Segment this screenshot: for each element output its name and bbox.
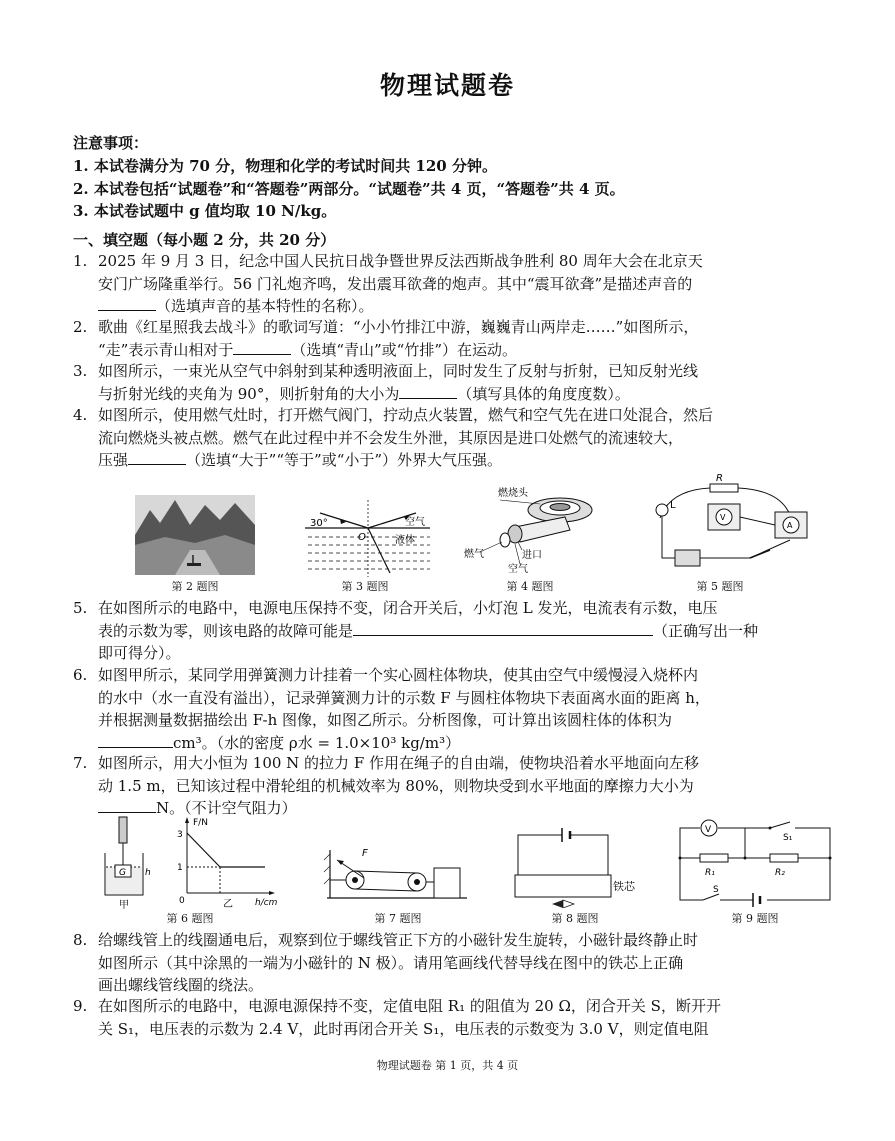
question-8 [73, 929, 873, 997]
figure-caption: 第 2 题图 [171, 580, 219, 593]
angle-label: 30° [310, 518, 328, 529]
question-2 [73, 316, 873, 361]
core-label: 铁芯 [613, 880, 635, 893]
question-text: 并根据测量数据描绘出 F-h 图像，如图乙所示。分析图像，可计算出该圆柱体的体积为 [98, 711, 673, 729]
component-label: A [787, 521, 793, 530]
question-text: （选填“青山”或“竹排”）在运动。 [291, 340, 518, 359]
point-label: O [358, 532, 366, 543]
question-text: 压强 [98, 451, 129, 469]
distance-label: h [145, 868, 151, 878]
component-label: R [716, 473, 723, 484]
question-text: 在如图所示的电路中，电源电压保持不变，闭合开关后，小灯泡 L 发光，电流表有示数，电压 [98, 599, 718, 617]
answer-blank[interactable] [233, 340, 291, 355]
figure-9-circuit [675, 818, 835, 914]
axis-label: F/N [193, 818, 208, 828]
question-text: 画出螺线管线圈的绕法。 [98, 976, 264, 994]
switch-label: S₁ [783, 833, 793, 843]
question-text: N。（不计空气阻力） [156, 799, 297, 817]
question-text: （填写具体的角度度数）。 [457, 384, 630, 403]
object-label: G [119, 868, 126, 878]
question-3 [73, 360, 873, 405]
question-number: 1. [73, 252, 88, 270]
part-label: 燃气 [464, 549, 484, 560]
question-text: 如图甲所示，某同学用弹簧测力计挂着一个实心圆柱体物块，使其由空气中缓慢浸入烧杯内 [98, 666, 699, 684]
subfigure-label: 甲 [119, 900, 129, 910]
figure-2-landscape [135, 495, 255, 579]
figure-8-solenoid [510, 820, 650, 912]
switch-label: S [713, 885, 719, 895]
resistor-label: R₂ [775, 868, 785, 878]
answer-blank[interactable] [399, 384, 457, 399]
question-number: 2. [73, 318, 88, 336]
question-text: “走”表示青山相对于 [98, 340, 234, 359]
question-5 [73, 597, 873, 665]
question-number: 3. [73, 362, 88, 380]
question-number: 7. [73, 754, 88, 772]
force-label: F [362, 848, 368, 859]
question-text: 流向燃烧头被点燃。燃气在此过程中并不会发生外泄，其原因是进口处燃气的流速较大， [98, 428, 684, 447]
tick-label: 0 [179, 896, 185, 906]
part-label: 空气 [508, 564, 528, 575]
question-number: 4. [73, 406, 88, 424]
question-text: 关 S₁，电压表的示数为 2.4 V，此时再闭合开关 S₁，电压表的示数变为 3.0 V，则定值电阻 [98, 1019, 709, 1038]
figure-caption: 第 6 题图 [166, 912, 214, 925]
note-item: 2. 本试卷包括“试题卷”和“答题卷”两部分。“试题卷”共 4 页，“答题卷”共 4 页。 [73, 180, 625, 198]
question-text: 动 1.5 m，已知该过程中滑轮组的机械效率为 80%，则物块受到水平地面的摩擦力大小为 [98, 776, 694, 795]
figure-caption: 第 9 题图 [731, 912, 779, 925]
answer-blank[interactable] [353, 621, 653, 636]
question-number: 5. [73, 599, 88, 617]
figure-5-circuit [640, 470, 820, 582]
notes-heading: 注意事项： [73, 134, 149, 152]
question-7 [73, 752, 873, 820]
meter-label: V [705, 825, 712, 835]
question-number: 9. [73, 997, 88, 1015]
question-text: 如图所示，使用燃气灶时，打开燃气阀门，拧动点火装置，燃气和空气先在进口处混合，然后 [98, 406, 714, 424]
component-label: L [670, 500, 676, 511]
question-text: （选填“大于”“等于”或“小于”）外界大气压强。 [186, 451, 503, 469]
page-footer: 物理试题卷 第 1 页，共 4 页 [376, 1059, 519, 1072]
component-label: V [720, 513, 726, 522]
question-number: 8. [73, 931, 88, 949]
answer-blank[interactable] [98, 296, 156, 311]
question-number: 6. [73, 666, 88, 684]
question-4 [73, 404, 873, 472]
question-text: cm³。（水的密度 ρ水 = 1.0×10³ kg/m³） [173, 733, 461, 752]
figure-4-gas-stove [460, 482, 610, 581]
resistor-label: R₁ [705, 868, 715, 878]
answer-blank[interactable] [98, 798, 156, 813]
question-text: 表的示数为零，则该电路的故障可能是 [98, 621, 354, 640]
figure-caption: 第 5 题图 [696, 580, 744, 593]
medium-label: 液体 [395, 535, 415, 546]
axis-label: h/cm [255, 898, 278, 908]
question-text: 如图所示，一束光从空气中斜射到某种透明液面上，同时发生了反射与折射，已知反射光线 [98, 362, 699, 380]
question-1 [73, 250, 873, 318]
answer-blank[interactable] [128, 450, 186, 465]
figure-7-pulley [322, 830, 472, 909]
part-label: 进口 [522, 550, 542, 561]
page-title: 物理试题卷 [379, 71, 515, 100]
question-text: 给螺线管上的线圈通电后，观察到位于螺线管正下方的小磁针发生旋转，小磁针最终静止时 [98, 931, 699, 949]
question-text: 如图所示，用大小恒为 100 N 的拉力 F 作用在绳子的自由端，使物块沿着水平地面向左移 [98, 754, 700, 772]
question-text: 在如图所示的电路中，电源电源保持不变，定值电阻 R₁ 的阻值为 20 Ω，闭合开关 S，断开开 [98, 997, 721, 1015]
question-text: 如图所示（其中涂黑的一端为小磁针的 N 极）。请用笔画线代替导线在图中的铁芯上正确 [98, 953, 684, 972]
question-text: 与折射光线的夹角为 90°，则折射角的大小为 [98, 384, 400, 403]
section-heading: 一、填空题（每小题 2 分，共 20 分） [73, 231, 336, 249]
tick-label: 1 [177, 863, 183, 873]
part-label: 燃烧头 [498, 488, 528, 499]
medium-label: 空气 [405, 517, 425, 528]
note-item: 3. 本试卷试题中 g 值均取 10 N/kg。 [73, 202, 337, 220]
figure-caption: 第 3 题图 [341, 580, 389, 593]
figure-caption: 第 8 题图 [551, 912, 599, 925]
figure-3-refraction [300, 495, 440, 584]
question-text: 的水中（水一直没有溢出），记录弹簧测力计的示数 F 与圆柱体物块下表面离水面的距离 h， [98, 688, 710, 707]
tick-label: 3 [177, 830, 183, 840]
question-text: 安门广场隆重举行。56 门礼炮齐鸣，发出震耳欲聋的炮声。其中“震耳欲聋”是描述声音的 [98, 274, 693, 293]
question-9 [73, 995, 873, 1040]
question-text: （选填声音的基本特性的名称）。 [156, 297, 374, 315]
question-text: 2025 年 9 月 3 日，纪念中国人民抗日战争暨世界反法西斯战争胜利 80 周年大会在北京天 [98, 252, 703, 270]
note-item: 1. 本试卷满分为 70 分，物理和化学的考试时间共 120 分钟。 [73, 157, 497, 175]
answer-blank[interactable] [98, 733, 173, 748]
question-text: 歌曲《红星照我去战斗》的歌词写道：“小小竹排江中游，巍巍青山两岸走……”如图所示， [98, 318, 699, 336]
figure-caption: 第 4 题图 [506, 580, 554, 593]
figure-6-spring-scale [95, 815, 295, 914]
question-text: （正确写出一种 [653, 621, 759, 640]
subfigure-label: 乙 [223, 899, 233, 910]
figure-caption: 第 7 题图 [374, 912, 422, 925]
question-text: 即可得分）。 [98, 644, 181, 662]
question-6 [73, 664, 873, 754]
